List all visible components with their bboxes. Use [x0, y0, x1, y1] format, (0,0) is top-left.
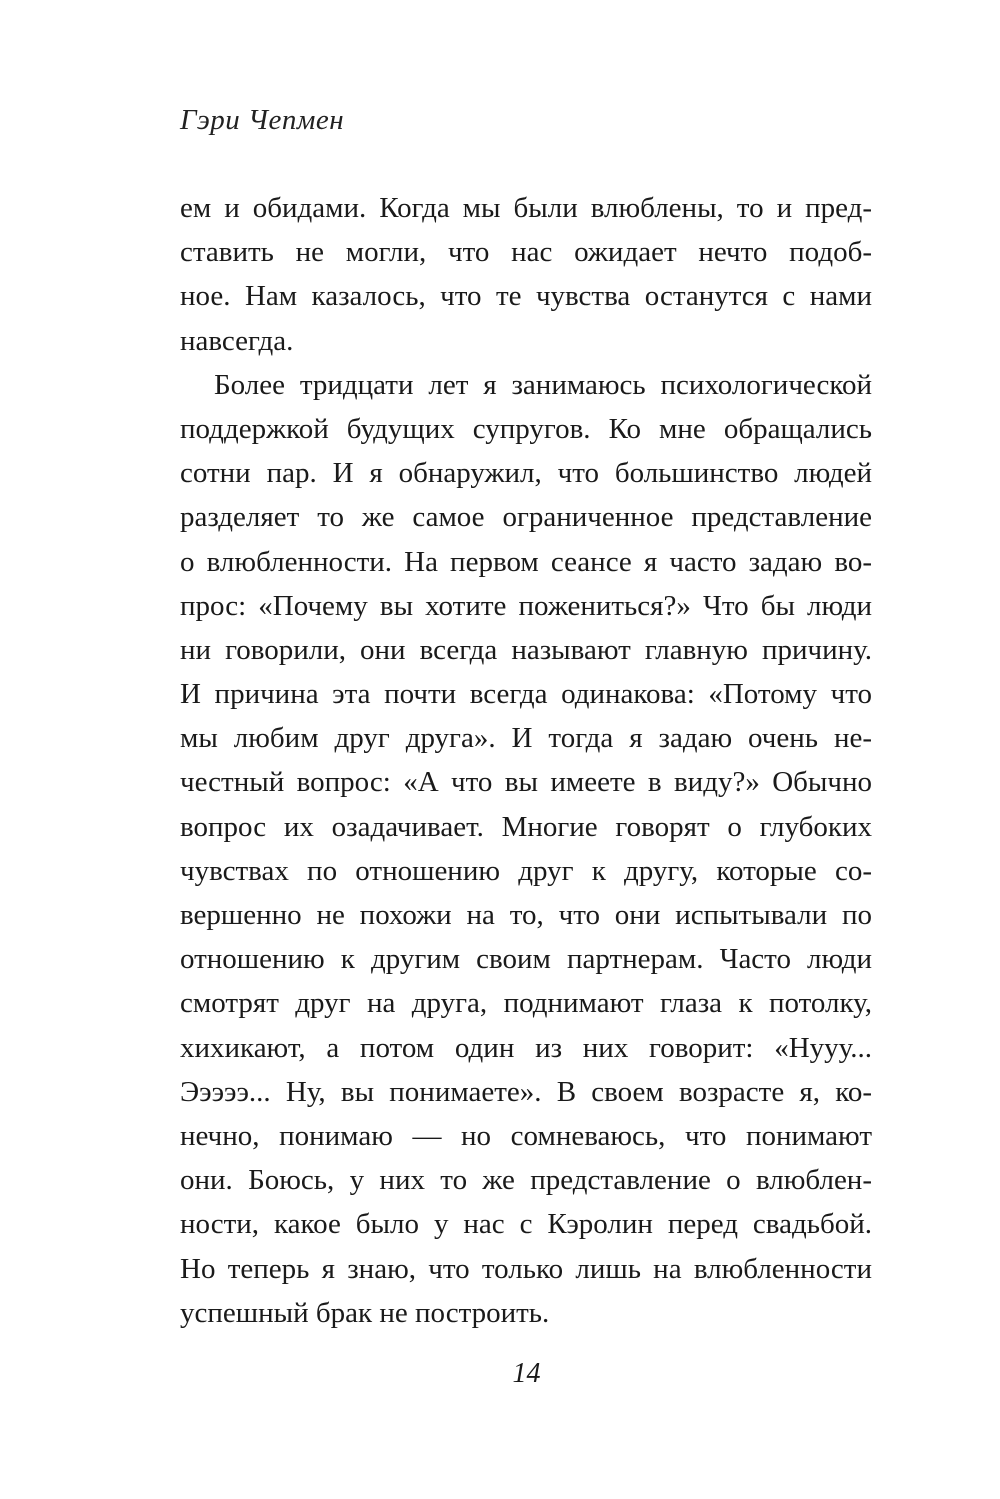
text-line: И причина эта почти всегда одинакова: «Потому что — [180, 678, 872, 711]
text-line: Но теперь я знаю, что только лишь на влюбленности — [180, 1252, 872, 1285]
text-line: смотрят друг на друга, поднимают глаза к потолку, — [180, 987, 872, 1020]
text-line: ности, какое было у нас с Кэролин перед свадьбой. — [180, 1208, 872, 1241]
text-line: разделяет то же самое ограниченное представление — [180, 501, 872, 534]
body-text — [180, 186, 872, 1335]
text-line: ем и обидами. Когда мы были влюблены, то и пред- — [180, 192, 872, 224]
text-line: сотни пар. И я обнаружил, что большинство людей — [180, 457, 872, 490]
text-line: поддержкой будущих супругов. Ко мне обращались — [180, 412, 872, 445]
text-line: чувствах по отношению друг к другу, которые со- — [180, 854, 872, 887]
text-line: они. Боюсь, у них то же представление о влюблен- — [180, 1164, 872, 1197]
text-line: Более тридцати лет я занимаюсь психологической — [214, 368, 872, 401]
text-line: успешный брак не построить. — [180, 1296, 550, 1329]
text-line: ни говорили, они всегда называют главную причину. — [180, 633, 872, 666]
text-line: отношению к другим своим партнерам. Часто люди — [180, 943, 872, 976]
text-line: мы любим друг друга». И тогда я задаю очень не- — [180, 722, 872, 755]
text-line: навсегда. — [180, 324, 294, 357]
text-line: честный вопрос: «А что вы имеете в виду?» Обычно — [180, 766, 872, 799]
text-line: ставить не могли, что нас ожидает нечто подоб- — [180, 236, 872, 269]
text-line: хихикают, а потом один из них говорит: «Нууу... — [180, 1031, 872, 1064]
text-line: Эээээ... Ну, вы понимаете». В своем возрасте я, ко- — [180, 1075, 872, 1108]
text-line: о влюбленности. На первом сеансе я часто задаю во- — [180, 545, 872, 578]
page-number: 14 — [512, 1358, 541, 1389]
running-header-author: Гэри Чепмен — [180, 104, 345, 136]
text-line: прос: «Почему вы хотите пожениться?» Что бы люди — [180, 589, 872, 622]
text-line: вопрос их озадачивает. Многие говорят о глубоких — [180, 810, 872, 843]
text-line: нечно, понимаю — но сомневаюсь, что понимают — [180, 1119, 872, 1152]
text-line: ное. Нам казалось, что те чувства останутся с нами — [180, 280, 872, 313]
text-line: вершенно не похожи на то, что они испытывали по — [180, 899, 872, 931]
